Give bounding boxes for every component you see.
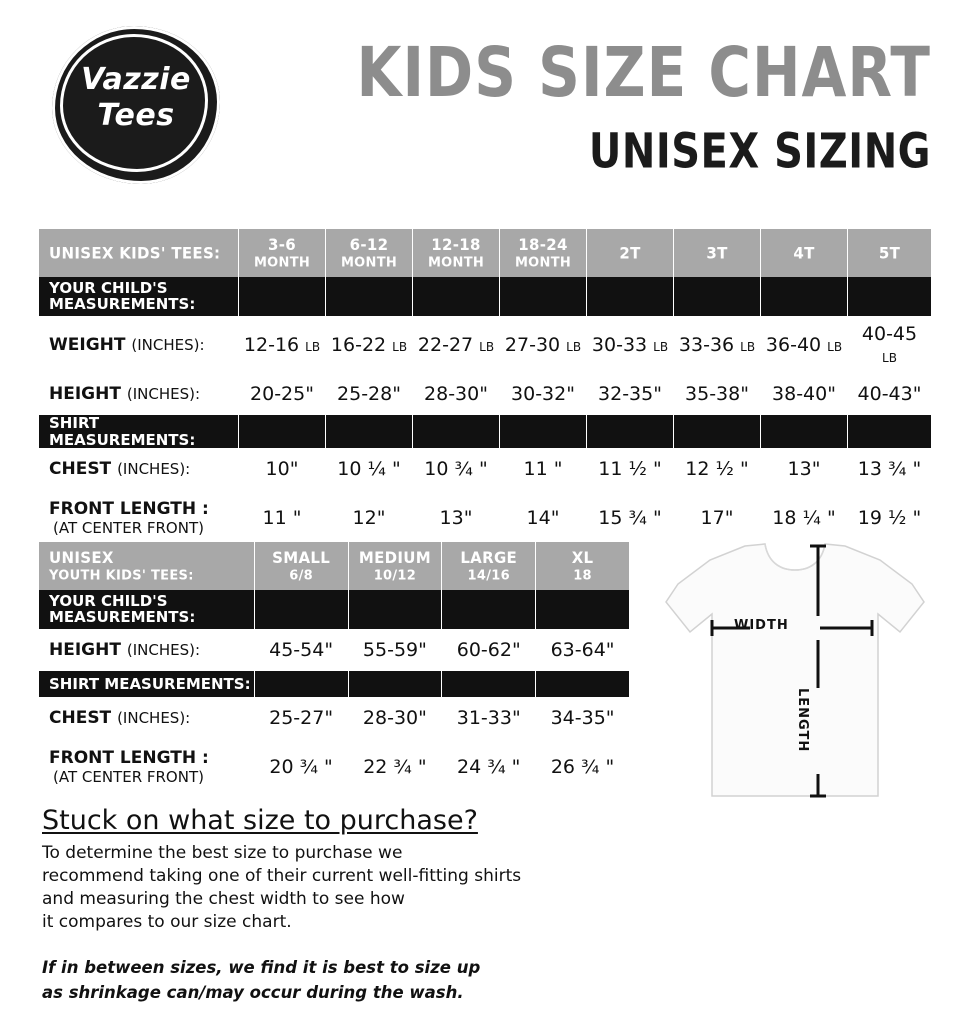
footer-body-line4: it compares to our size chart. (42, 911, 292, 932)
logo-text (52, 64, 220, 131)
cell-weight-4t (761, 317, 848, 374)
infant-section-shirt-measurements (39, 415, 932, 449)
spacer-cell (848, 276, 932, 317)
spacer-cell (348, 671, 442, 698)
cell-unit: LB (305, 340, 321, 354)
row-label-text: CHEST (49, 459, 112, 479)
spacer-cell (500, 276, 587, 317)
col-top: XL (571, 547, 594, 567)
infant-col-12-18-month (413, 227, 500, 276)
cell-front-length-medium: 22 ¾ " (348, 739, 442, 796)
col-top: LARGE (460, 547, 518, 567)
col-bottom: MONTH (253, 254, 311, 270)
logo-text-line2: Tees (97, 97, 175, 133)
infant-section-child-measurements (39, 276, 932, 317)
youth-col-small (254, 540, 348, 589)
youth-size-table (38, 541, 630, 796)
cell-unit: LB (882, 351, 897, 365)
cell-front-length-3-6-month: 11 " (239, 490, 326, 547)
section-label-shirt: SHIRT MEASUREMENTS: (39, 671, 255, 698)
cell-chest-6-12-month: 10 ¼ " (326, 449, 413, 490)
width-label: WIDTH (734, 618, 789, 633)
cell-front-length-5t: 19 ½ " (848, 490, 932, 547)
col-bottom: MONTH (427, 254, 485, 270)
col-top: 5T (878, 242, 901, 262)
row-label-text: HEIGHT (49, 640, 121, 660)
cell-weight-12-18-month (413, 317, 500, 374)
youth-col-medium (348, 540, 442, 589)
cell-front-length-xl: 26 ¾ " (536, 739, 630, 796)
row-label-sub: (AT CENTER FRONT) (53, 768, 204, 786)
cell-value: 36-40 (765, 334, 822, 356)
cell-chest-large: 31-33" (442, 698, 536, 739)
cell-value: 30-33 (591, 334, 648, 356)
length-label: LENGTH (795, 688, 810, 753)
cell-height-12-18-month: 28-30" (413, 374, 500, 415)
spacer-cell (536, 671, 630, 698)
cell-chest-2t: 11 ½ " (587, 449, 674, 490)
cell-value: 33-36 (678, 334, 735, 356)
table-header-row (39, 542, 630, 589)
youth-row-front-length (39, 739, 630, 796)
row-label-unit: (INCHES): (117, 709, 191, 727)
cell-weight-3-6-month (239, 317, 326, 374)
cell-chest-12-18-month: 10 ¾ " (413, 449, 500, 490)
cell-front-length-2t: 15 ¾ " (587, 490, 674, 547)
row-label-front-length (39, 490, 239, 547)
cell-front-length-12-18-month: 13" (413, 490, 500, 547)
row-label-unit: (INCHES): (117, 460, 191, 478)
col-bottom: 14/16 (467, 567, 510, 583)
infant-size-table (38, 228, 932, 547)
cell-chest-3t: 12 ½ " (674, 449, 761, 490)
infant-row-height (39, 374, 932, 415)
spacer-cell (239, 276, 326, 317)
youth-col-large (442, 540, 536, 589)
cell-front-length-6-12-month: 12" (326, 490, 413, 547)
cell-height-2t: 32-35" (587, 374, 674, 415)
row-label-height (39, 374, 239, 415)
spacer-cell (674, 415, 761, 449)
infant-col-6-12-month (326, 227, 413, 276)
infant-col-5t (848, 227, 932, 276)
footer-note-line2: as shrinkage can/may occur during the wash. (42, 982, 464, 1002)
row-label-unit: (INCHES): (131, 336, 205, 354)
section-label-line1: YOUR CHILD'S (49, 591, 168, 610)
footer-body-line1: To determine the best size to purchase we (42, 843, 403, 863)
cell-height-6-12-month: 25-28" (326, 374, 413, 415)
col-bottom: 10/12 (373, 567, 417, 583)
col-bottom: 18 (573, 567, 592, 583)
youth-header-line2: YOUTH KIDS' TEES: (49, 567, 194, 583)
cell-front-length-3t: 17" (674, 490, 761, 547)
cell-unit: LB (479, 340, 495, 354)
footer-heading: Stuck on what size to purchase? (42, 805, 478, 836)
cell-front-length-4t: 18 ¼ " (761, 490, 848, 547)
row-label-text: FRONT LENGTH : (49, 748, 209, 768)
cell-unit: LB (740, 340, 756, 354)
col-top: 2T (619, 242, 641, 262)
spacer-cell (254, 589, 348, 630)
spacer-cell (587, 415, 674, 449)
section-label (39, 589, 255, 630)
youth-section-shirt-measurements (39, 671, 630, 698)
row-label-text: FRONT LENGTH : (49, 499, 209, 519)
infant-row-chest (39, 449, 932, 490)
spacer-cell (674, 276, 761, 317)
col-top: SMALL (272, 547, 331, 567)
section-label-shirt: SHIRT MEASUREMENTS: (39, 415, 239, 449)
infant-header-label: UNISEX KIDS' TEES: (39, 227, 239, 276)
infant-col-3-6-month (239, 227, 326, 276)
row-label-unit: (INCHES): (126, 641, 201, 659)
infant-row-weight (39, 317, 932, 374)
footer-body-line3: and measuring the chest width to see how (42, 888, 405, 909)
cell-chest-18-24-month: 11 " (500, 449, 587, 490)
spacer-cell (348, 589, 442, 630)
cell-weight-5t (848, 317, 932, 374)
cell-height-small: 45-54" (254, 630, 348, 671)
cell-front-length-18-24-month: 14" (500, 490, 587, 547)
col-top: 6-12 (349, 234, 389, 254)
footer-body-line2: recommend taking one of their current well-fitting shirts (42, 865, 522, 886)
cell-height-3-6-month: 20-25" (239, 374, 326, 415)
page-subtitle: UNISEX SIZING (588, 124, 931, 180)
cell-height-xl: 63-64" (536, 630, 630, 671)
cell-value: 27-30 (504, 334, 561, 356)
cell-front-length-large: 24 ¾ " (442, 739, 536, 796)
tshirt-icon (650, 528, 940, 808)
cell-chest-small: 25-27" (254, 698, 348, 739)
section-label-line2: MEASUREMENTS: (49, 608, 196, 626)
row-label-chest (39, 449, 239, 490)
youth-row-chest (39, 698, 630, 739)
spacer-cell (761, 276, 848, 317)
infant-col-18-24-month (500, 227, 587, 276)
cell-chest-xl: 34-35" (536, 698, 630, 739)
col-top: 3-6 (268, 234, 296, 254)
col-top: 12-18 (431, 234, 481, 254)
youth-row-height (39, 630, 630, 671)
page-header (0, 0, 969, 205)
cell-value: 22-27 (417, 334, 474, 356)
cell-chest-5t: 13 ¾ " (848, 449, 932, 490)
cell-height-large: 60-62" (442, 630, 536, 671)
cell-weight-3t (674, 317, 761, 374)
cell-unit: LB (392, 340, 408, 354)
row-label-text: HEIGHT (49, 384, 121, 404)
youth-section-child-measurements (39, 589, 630, 630)
cell-value: 16-22 (330, 334, 387, 356)
cell-value: 12-16 (243, 334, 300, 356)
col-bottom: MONTH (514, 254, 572, 270)
section-label-line2: MEASUREMENTS: (49, 295, 196, 313)
cell-chest-4t: 13" (761, 449, 848, 490)
tshirt-body (666, 544, 924, 796)
cell-weight-2t (587, 317, 674, 374)
spacer-cell (326, 415, 413, 449)
youth-header-label (39, 540, 255, 589)
cell-value: 40-45 (861, 323, 918, 345)
infant-col-4t (761, 227, 848, 276)
footer-note-line1: If in between sizes, we find it is best to size up (42, 957, 481, 977)
cell-height-4t: 38-40" (761, 374, 848, 415)
shirt-measurement-diagram (650, 528, 940, 808)
cell-chest-medium: 28-30" (348, 698, 442, 739)
row-label-unit: (INCHES): (126, 385, 201, 403)
col-bottom: MONTH (340, 254, 398, 270)
cell-height-3t: 35-38" (674, 374, 761, 415)
spacer-cell (536, 589, 630, 630)
col-top: 4T (793, 242, 815, 262)
spacer-cell (413, 276, 500, 317)
spacer-cell (239, 415, 326, 449)
col-top: 3T (706, 242, 728, 262)
spacer-cell (326, 276, 413, 317)
spacer-cell (442, 671, 536, 698)
cell-chest-3-6-month: 10" (239, 449, 326, 490)
infant-col-2t (587, 227, 674, 276)
cell-height-18-24-month: 30-32" (500, 374, 587, 415)
col-top: MEDIUM (358, 547, 431, 567)
row-label-sub: (AT CENTER FRONT) (53, 519, 204, 537)
section-label (39, 276, 239, 317)
infant-col-3t (674, 227, 761, 276)
cell-weight-6-12-month (326, 317, 413, 374)
logo-text-line1: Vazzie (81, 62, 191, 97)
row-label-chest (39, 698, 255, 739)
cell-front-length-small: 20 ¾ " (254, 739, 348, 796)
col-top: 18-24 (518, 234, 568, 254)
spacer-cell (848, 415, 932, 449)
row-label-text: WEIGHT (49, 335, 126, 355)
spacer-cell (500, 415, 587, 449)
youth-header-line1: UNISEX (49, 547, 114, 567)
row-label-text: CHEST (49, 708, 112, 728)
table-header-row (39, 229, 932, 276)
footer-help-text (42, 805, 642, 1004)
spacer-cell (587, 276, 674, 317)
section-label-line1: YOUR CHILD'S (49, 278, 168, 297)
page-title: KIDS SIZE CHART (356, 32, 931, 113)
spacer-cell (254, 671, 348, 698)
cell-height-5t: 40-43" (848, 374, 932, 415)
row-label-front-length (39, 739, 255, 796)
cell-height-medium: 55-59" (348, 630, 442, 671)
spacer-cell (442, 589, 536, 630)
cell-unit: LB (653, 340, 669, 354)
brand-logo (52, 26, 227, 186)
youth-col-xl (536, 540, 630, 589)
cell-weight-18-24-month (500, 317, 587, 374)
spacer-cell (413, 415, 500, 449)
cell-unit: LB (827, 340, 843, 354)
row-label-weight (39, 317, 239, 374)
spacer-cell (761, 415, 848, 449)
cell-unit: LB (566, 340, 582, 354)
row-label-height (39, 630, 255, 671)
col-bottom: 6/8 (289, 567, 313, 583)
